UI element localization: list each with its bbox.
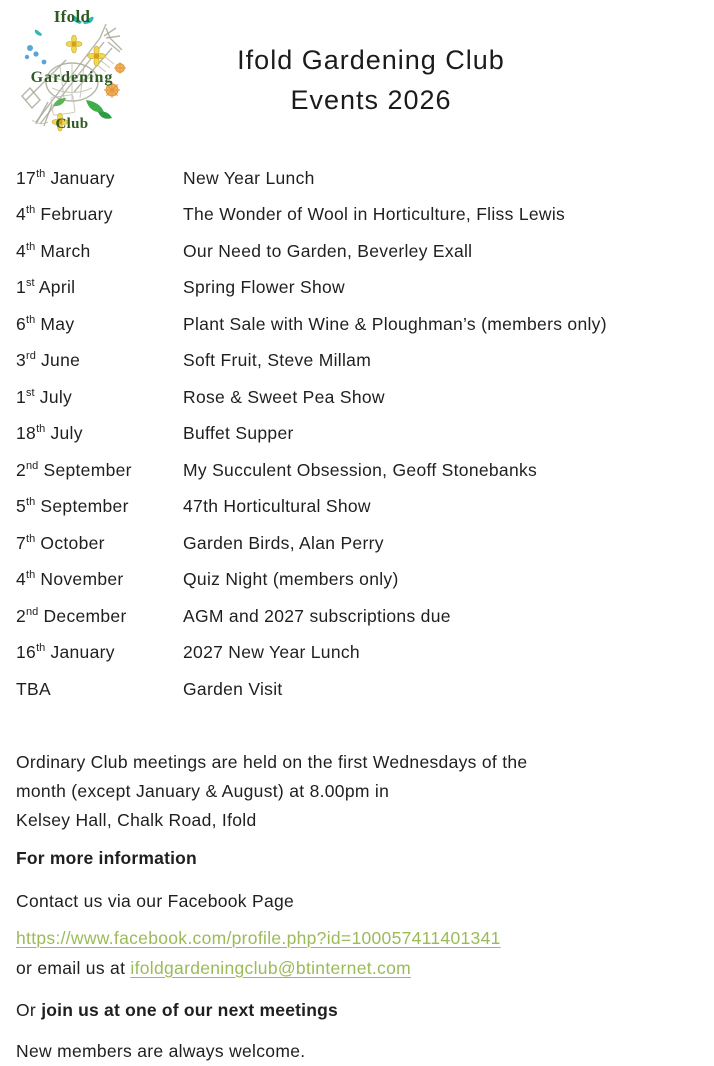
page-title bbox=[0, 40, 714, 120]
event-date: 1st July bbox=[16, 386, 73, 407]
join-line bbox=[16, 996, 698, 1025]
event-date: 4th February bbox=[16, 204, 113, 225]
logo-text-line2: Gardening bbox=[30, 69, 114, 86]
event-date: 4th March bbox=[16, 240, 91, 261]
page-title-line1: Ifold Gardening Club bbox=[237, 45, 505, 75]
event-title: Rose & Sweet Pea Show bbox=[183, 386, 385, 407]
event-date: TBA bbox=[16, 678, 51, 699]
event-date: 16th January bbox=[16, 642, 115, 663]
footer bbox=[16, 748, 698, 1066]
join-bold-text: join us at one of our next meetings bbox=[41, 999, 338, 1020]
event-row bbox=[16, 343, 714, 380]
event-title: The Wonder of Wool in Horticulture, Fliss Lewis bbox=[183, 204, 566, 225]
email-line bbox=[16, 954, 698, 983]
event-date: 6th May bbox=[16, 313, 75, 334]
event-row bbox=[16, 525, 714, 562]
meeting-info bbox=[16, 748, 698, 835]
event-row bbox=[16, 306, 714, 343]
event-date: 3rd June bbox=[16, 350, 81, 371]
join-prefix-text: Or bbox=[16, 999, 42, 1020]
event-row bbox=[16, 416, 714, 453]
meeting-info-line2: month (except January & August) at 8.00pm in bbox=[16, 780, 390, 801]
event-date: 4th November bbox=[16, 569, 124, 590]
facebook-link-line bbox=[16, 924, 698, 953]
event-date: 17th January bbox=[16, 167, 115, 188]
email-link[interactable]: ifoldgardeningclub@btinternet.com bbox=[130, 957, 412, 978]
facebook-link[interactable]: https://www.facebook.com/profile.php?id=100057411401341 bbox=[16, 927, 501, 948]
event-row bbox=[16, 452, 714, 489]
event-date: 5th September bbox=[16, 496, 129, 517]
event-row bbox=[16, 598, 714, 635]
event-title: New Year Lunch bbox=[183, 167, 315, 188]
event-title: AGM and 2027 subscriptions due bbox=[183, 605, 451, 626]
event-date: 18th July bbox=[16, 423, 83, 444]
event-row bbox=[16, 489, 714, 526]
event-title: Buffet Supper bbox=[183, 423, 294, 444]
event-title: 47th Horticultural Show bbox=[183, 496, 371, 517]
logo-text-line3: Club bbox=[55, 116, 89, 132]
event-row bbox=[16, 671, 714, 708]
event-title: Garden Visit bbox=[183, 678, 283, 699]
event-date: 1st April bbox=[16, 277, 76, 298]
meeting-info-line1: Ordinary Club meetings are held on the first Wednesdays of the bbox=[16, 751, 528, 772]
event-row bbox=[16, 635, 714, 672]
page-title-line2: Events 2026 bbox=[290, 85, 452, 115]
event-title: 2027 New Year Lunch bbox=[183, 642, 360, 663]
event-date: 2nd September bbox=[16, 459, 132, 480]
welcome-text: New members are always welcome. bbox=[16, 1040, 306, 1061]
event-row bbox=[16, 379, 714, 416]
event-title: Soft Fruit, Steve Millam bbox=[183, 350, 372, 371]
event-date: 2nd December bbox=[16, 605, 127, 626]
event-row bbox=[16, 197, 714, 234]
contact-text: Contact us via our Facebook Page bbox=[16, 890, 295, 911]
events-list bbox=[16, 160, 714, 708]
event-row bbox=[16, 562, 714, 599]
event-title: Quiz Night (members only) bbox=[183, 569, 399, 590]
event-title: Spring Flower Show bbox=[183, 277, 345, 298]
header bbox=[0, 0, 714, 140]
event-date: 7th October bbox=[16, 532, 105, 553]
event-title: Our Need to Garden, Beverley Exall bbox=[183, 240, 473, 261]
logo-text-line1: Ifold bbox=[53, 7, 91, 26]
event-row bbox=[16, 270, 714, 307]
event-title: My Succulent Obsession, Geoff Stonebanks bbox=[183, 459, 538, 480]
more-info-heading: For more information bbox=[16, 847, 197, 868]
event-title: Plant Sale with Wine & Ploughman’s (members only) bbox=[183, 313, 607, 334]
meeting-info-line3: Kelsey Hall, Chalk Road, Ifold bbox=[16, 809, 257, 830]
event-title: Garden Birds, Alan Perry bbox=[183, 532, 384, 553]
event-row bbox=[16, 160, 714, 197]
email-prefix-text: or email us at bbox=[16, 957, 131, 978]
event-row bbox=[16, 233, 714, 270]
